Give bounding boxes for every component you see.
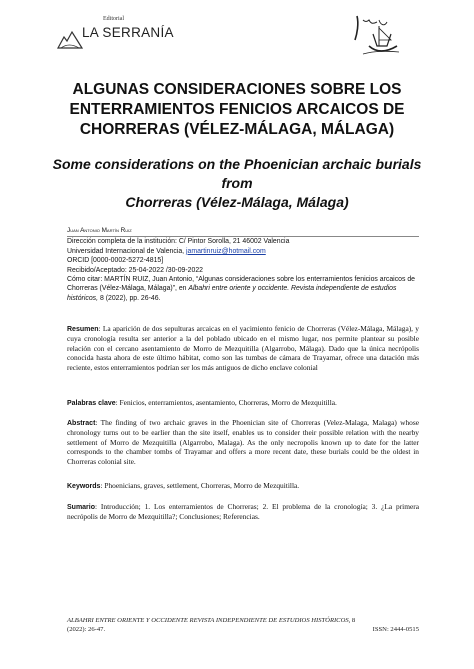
- abstract-text: : The finding of two archaic graves in the Phoenician site of Chorreras (Velez-Malaga, Malaga) whose chronology turns out to be earlier than the site itself, enables us to consider their possible relation with the nearby settlement of Morro de Mezquitilla (Algarrobo, Malaga). As the only necropolis known up to date for the latter corresponds to the chamber tombs of Trayamar and offers a more recent date, these burials could be the oldest in Chorreras colonial site.: [67, 418, 419, 466]
- institution-line: [67, 247, 419, 256]
- mountain-logo-icon: [57, 28, 83, 50]
- resumen-text: : La aparición de dos sepulturas arcaicas en el yacimiento fenicio de Chorreras (Vélez-Málaga, Málaga), y cuya cronología resulta ser anterior a la del poblado ubicado en el mismo lugar, nos permite plantear su posible relación con el cercano asentamiento de Morro de Mezquitilla (Algarrobo, Málaga). Dado que la única necrópolis conocida hasta ahora de este último hábitat, como son las tumbas de cámara de Trayamar, ofrece una datación más reciente, estos enterramientos podrían ser los más antiguos de dicho enclave colonial: [67, 324, 419, 372]
- email-link[interactable]: jamartinruiz@hotmail.com: [186, 247, 266, 255]
- article-title-english: [40, 155, 434, 212]
- author-name: Juan Antonio Martín Ruiz: [67, 226, 419, 237]
- keywords-label: Keywords: [67, 483, 101, 490]
- journal-logo: [347, 12, 411, 64]
- orcid: ORCID [0000-0002-5272-4815]: [67, 257, 164, 265]
- sumario-text: : Introducción; 1. Los enterramientos de Chorreras; 2. El problema de la cronología; 3. ¿La primera necrópolis de Morro de Mezquitilla?; Conclusiones; Referencias.: [67, 502, 419, 522]
- keywords-text: : Phoenicians, graves, settlement, Chorreras, Morro de Mezquitilla.: [100, 481, 300, 490]
- received-accepted-dates: Recibido/Aceptado: 25-04-2022 /30-09-2022: [67, 266, 203, 274]
- keywords-section: [67, 481, 419, 491]
- title-line: ALGUNAS CONSIDERACIONES SOBRE LOS: [72, 81, 402, 98]
- page-footer: [67, 617, 419, 634]
- university-name: Universidad Internacional de Valencia,: [67, 247, 186, 255]
- institution-address: Dirección completa de la institución: C/ Pintor Sorolla, 21 46002 Valencia: [67, 238, 290, 246]
- title-line: CHORRERAS (VÉLEZ-MÁLAGA, MÁLAGA): [79, 121, 395, 138]
- sumario-label: Sumario: [67, 504, 96, 511]
- publisher-logo: [57, 16, 174, 54]
- palabras-clave-text: : Fenicios, enterramientos, asentamiento, Chorreras, Morro de Mezquitilla.: [115, 398, 337, 407]
- publisher-small-label: Editorial: [103, 16, 124, 22]
- citation: [67, 275, 419, 303]
- footer-journal: ALBAHRI ENTRE ORIENTE Y OCCIDENTE REVISTA INDEPENDIENTE DE ESTUDIOS HISTÓRICOS,: [67, 617, 351, 624]
- footer-issn: ISSN: 2444-0515: [372, 625, 419, 633]
- abstract-section: [67, 418, 419, 466]
- sumario-section: [67, 502, 419, 522]
- citation-suffix: 8 (2022), pp. 26-46.: [98, 294, 161, 302]
- abstract-label: Abstract: [67, 420, 96, 427]
- author-info: [67, 226, 419, 303]
- title-line: Some considerations on the Phoenician archaic burials from: [52, 156, 422, 191]
- article-title: [40, 80, 434, 140]
- footer-volume: 8: [350, 617, 356, 624]
- title-line: Chorreras (Vélez-Málaga, Málaga): [125, 194, 349, 210]
- citation-text: Cómo citar: MARTÍN RUIZ, Juan Antonio, “Algunas consideraciones sobre los enterramientos fenicios arcaicos de Chorreras (Vélez-Málaga, Málaga)”, en: [67, 276, 416, 293]
- palabras-clave-section: [67, 398, 419, 408]
- resumen-label: Resumen: [67, 326, 99, 333]
- resumen-section: [67, 324, 419, 372]
- footer-year-pages: (2022): 26-47.: [67, 625, 106, 633]
- title-line: ENTERRAMIENTOS FENICIOS ARCAICOS DE: [69, 101, 405, 118]
- palabras-clave-label: Palabras clave: [67, 400, 116, 407]
- publisher-name: LA SERRANÍA: [82, 25, 174, 40]
- albahri-logo-icon: [347, 12, 411, 64]
- citation-journal: Albahri entre oriente y occidente. Revista independiente de estudios históricos,: [67, 285, 397, 302]
